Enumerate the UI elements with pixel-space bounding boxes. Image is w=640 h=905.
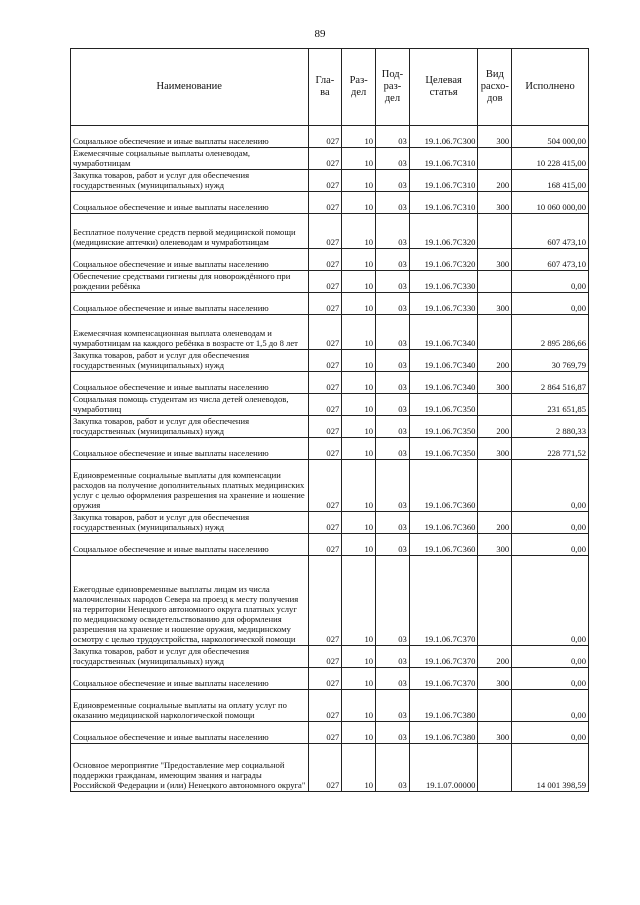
row-name: Социальное обеспечение и иные выплаты населению xyxy=(71,249,309,271)
row-vid-raskhodov: 300 xyxy=(478,126,512,148)
row-razdel: 10 xyxy=(342,646,376,668)
row-celevaya-statya: 19.1.06.7С340 xyxy=(409,350,478,372)
row-glava: 027 xyxy=(308,293,342,315)
row-celevaya-statya: 19.1.06.7С330 xyxy=(409,293,478,315)
row-vid-raskhodov xyxy=(478,744,512,792)
row-ispolneno: 2 880,33 xyxy=(512,416,589,438)
row-name: Обеспечение средствами гигиены для новорождённого при рождении ребёнка xyxy=(71,271,309,293)
row-glava: 027 xyxy=(308,350,342,372)
row-name: Единовременные социальные выплаты на оплату услуг по оказанию медицинской наркологической помощи xyxy=(71,690,309,722)
row-glava: 027 xyxy=(308,372,342,394)
row-name: Социальное обеспечение и иные выплаты населению xyxy=(71,126,309,148)
row-razdel: 10 xyxy=(342,192,376,214)
row-name: Ежемесячные социальные выплаты оленеводам, чумработницам xyxy=(71,148,309,170)
table-row xyxy=(71,438,589,460)
row-celevaya-statya: 19.1.06.7С300 xyxy=(409,126,478,148)
row-podrazdel: 03 xyxy=(376,460,410,512)
row-vid-raskhodov: 200 xyxy=(478,416,512,438)
row-razdel: 10 xyxy=(342,534,376,556)
row-celevaya-statya: 19.1.06.7С360 xyxy=(409,534,478,556)
row-glava: 027 xyxy=(308,512,342,534)
row-celevaya-statya: 19.1.06.7С350 xyxy=(409,394,478,416)
row-ispolneno: 0,00 xyxy=(512,556,589,646)
row-celevaya-statya: 19.1.06.7С320 xyxy=(409,214,478,249)
row-razdel: 10 xyxy=(342,668,376,690)
row-ispolneno: 10 228 415,00 xyxy=(512,148,589,170)
row-glava: 027 xyxy=(308,192,342,214)
row-celevaya-statya: 19.1.06.7С360 xyxy=(409,460,478,512)
row-name: Единовременные социальные выплаты для компенсации расходов на получение дополнительных платных медицинских услуг с целью оформления разрешения на хранение и ношение оружия xyxy=(71,460,309,512)
row-glava: 027 xyxy=(308,271,342,293)
row-ispolneno: 0,00 xyxy=(512,460,589,512)
row-glava: 027 xyxy=(308,690,342,722)
row-razdel: 10 xyxy=(342,249,376,271)
row-vid-raskhodov xyxy=(478,148,512,170)
table-row xyxy=(71,744,589,792)
header-glava: Гла- ва xyxy=(308,49,342,126)
row-ispolneno: 0,00 xyxy=(512,512,589,534)
row-razdel: 10 xyxy=(342,170,376,192)
row-name: Закупка товаров, работ и услуг для обеспечения государственных (муниципальных) нужд xyxy=(71,350,309,372)
row-name: Социальное обеспечение и иные выплаты населению xyxy=(71,372,309,394)
row-vid-raskhodov xyxy=(478,460,512,512)
row-podrazdel: 03 xyxy=(376,556,410,646)
row-ispolneno: 0,00 xyxy=(512,690,589,722)
row-razdel: 10 xyxy=(342,315,376,350)
row-glava: 027 xyxy=(308,315,342,350)
row-razdel: 10 xyxy=(342,744,376,792)
row-celevaya-statya: 19.1.06.7С350 xyxy=(409,438,478,460)
header-vid-raskhodov: Вид расхо- дов xyxy=(478,49,512,126)
row-podrazdel: 03 xyxy=(376,646,410,668)
row-vid-raskhodov: 200 xyxy=(478,350,512,372)
row-podrazdel: 03 xyxy=(376,214,410,249)
row-vid-raskhodov: 300 xyxy=(478,722,512,744)
row-podrazdel: 03 xyxy=(376,315,410,350)
row-vid-raskhodov xyxy=(478,315,512,350)
row-podrazdel: 03 xyxy=(376,690,410,722)
row-ispolneno: 504 000,00 xyxy=(512,126,589,148)
row-razdel: 10 xyxy=(342,214,376,249)
budget-table xyxy=(70,48,589,792)
row-razdel: 10 xyxy=(342,556,376,646)
table-row xyxy=(71,460,589,512)
row-vid-raskhodov: 200 xyxy=(478,512,512,534)
row-name: Бесплатное получение средств первой медицинской помощи (медицинские аптечки) оленеводам и чумработницам xyxy=(71,214,309,249)
row-glava: 027 xyxy=(308,249,342,271)
row-glava: 027 xyxy=(308,148,342,170)
row-glava: 027 xyxy=(308,722,342,744)
row-razdel: 10 xyxy=(342,394,376,416)
header-celevaya-statya: Целевая статья xyxy=(409,49,478,126)
page-number: 89 xyxy=(314,28,326,40)
table-row xyxy=(71,126,589,148)
table-row xyxy=(71,192,589,214)
row-celevaya-statya: 19.1.06.7С350 xyxy=(409,416,478,438)
table-row xyxy=(71,372,589,394)
row-podrazdel: 03 xyxy=(376,722,410,744)
row-ispolneno: 10 060 000,00 xyxy=(512,192,589,214)
row-ispolneno: 0,00 xyxy=(512,722,589,744)
row-name: Закупка товаров, работ и услуг для обеспечения государственных (муниципальных) нужд xyxy=(71,512,309,534)
row-ispolneno: 0,00 xyxy=(512,534,589,556)
row-name: Социальное обеспечение и иные выплаты населению xyxy=(71,668,309,690)
table-row xyxy=(71,416,589,438)
row-name: Социальное обеспечение и иные выплаты населению xyxy=(71,293,309,315)
row-vid-raskhodov: 300 xyxy=(478,293,512,315)
row-vid-raskhodov xyxy=(478,690,512,722)
row-ispolneno: 231 651,85 xyxy=(512,394,589,416)
row-razdel: 10 xyxy=(342,690,376,722)
row-glava: 027 xyxy=(308,646,342,668)
row-glava: 027 xyxy=(308,214,342,249)
row-vid-raskhodov xyxy=(478,394,512,416)
row-vid-raskhodov: 300 xyxy=(478,534,512,556)
header-name: Наименование xyxy=(71,49,309,126)
table-row xyxy=(71,271,589,293)
row-razdel: 10 xyxy=(342,722,376,744)
row-razdel: 10 xyxy=(342,416,376,438)
table-row xyxy=(71,170,589,192)
row-ispolneno: 2 864 516,87 xyxy=(512,372,589,394)
row-vid-raskhodov xyxy=(478,214,512,249)
row-podrazdel: 03 xyxy=(376,512,410,534)
row-ispolneno: 14 001 398,59 xyxy=(512,744,589,792)
row-glava: 027 xyxy=(308,534,342,556)
row-ispolneno: 0,00 xyxy=(512,271,589,293)
row-celevaya-statya: 19.1.06.7С310 xyxy=(409,192,478,214)
row-name: Социальное обеспечение и иные выплаты населению xyxy=(71,534,309,556)
table-row xyxy=(71,315,589,350)
row-vid-raskhodov xyxy=(478,556,512,646)
row-razdel: 10 xyxy=(342,372,376,394)
row-celevaya-statya: 19.1.06.7С370 xyxy=(409,646,478,668)
row-glava: 027 xyxy=(308,744,342,792)
row-vid-raskhodov: 300 xyxy=(478,438,512,460)
row-glava: 027 xyxy=(308,556,342,646)
row-podrazdel: 03 xyxy=(376,744,410,792)
row-celevaya-statya: 19.1.06.7С330 xyxy=(409,271,478,293)
row-celevaya-statya: 19.1.06.7С360 xyxy=(409,512,478,534)
row-celevaya-statya: 19.1.06.7С340 xyxy=(409,315,478,350)
row-celevaya-statya: 19.1.06.7С370 xyxy=(409,556,478,646)
row-podrazdel: 03 xyxy=(376,350,410,372)
row-glava: 027 xyxy=(308,394,342,416)
table-row xyxy=(71,394,589,416)
row-name: Закупка товаров, работ и услуг для обеспечения государственных (муниципальных) нужд xyxy=(71,646,309,668)
row-podrazdel: 03 xyxy=(376,416,410,438)
row-vid-raskhodov: 200 xyxy=(478,646,512,668)
row-razdel: 10 xyxy=(342,438,376,460)
row-ispolneno: 607 473,10 xyxy=(512,249,589,271)
row-razdel: 10 xyxy=(342,293,376,315)
row-name: Социальное обеспечение и иные выплаты населению xyxy=(71,722,309,744)
row-celevaya-statya: 19.1.06.7С340 xyxy=(409,372,478,394)
row-podrazdel: 03 xyxy=(376,372,410,394)
row-ispolneno: 0,00 xyxy=(512,668,589,690)
table-row xyxy=(71,646,589,668)
row-ispolneno: 30 769,79 xyxy=(512,350,589,372)
row-podrazdel: 03 xyxy=(376,438,410,460)
row-name: Закупка товаров, работ и услуг для обеспечения государственных (муниципальных) нужд xyxy=(71,416,309,438)
row-name: Социальное обеспечение и иные выплаты населению xyxy=(71,438,309,460)
row-ispolneno: 228 771,52 xyxy=(512,438,589,460)
table-row xyxy=(71,214,589,249)
row-vid-raskhodov: 300 xyxy=(478,372,512,394)
row-razdel: 10 xyxy=(342,271,376,293)
row-glava: 027 xyxy=(308,126,342,148)
row-vid-raskhodov xyxy=(478,271,512,293)
header-ispolneno: Исполнено xyxy=(512,49,589,126)
row-celevaya-statya: 19.1.06.7С310 xyxy=(409,148,478,170)
row-vid-raskhodov: 300 xyxy=(478,249,512,271)
row-ispolneno: 0,00 xyxy=(512,293,589,315)
table-header-row xyxy=(71,49,589,126)
row-celevaya-statya: 19.1.06.7С380 xyxy=(409,722,478,744)
row-celevaya-statya: 19.1.06.7С370 xyxy=(409,668,478,690)
row-vid-raskhodov: 300 xyxy=(478,192,512,214)
row-vid-raskhodov: 200 xyxy=(478,170,512,192)
row-podrazdel: 03 xyxy=(376,394,410,416)
table-row xyxy=(71,350,589,372)
row-celevaya-statya: 19.1.06.7С320 xyxy=(409,249,478,271)
row-celevaya-statya: 19.1.07.00000 xyxy=(409,744,478,792)
table-row xyxy=(71,293,589,315)
table-row xyxy=(71,534,589,556)
row-name: Основное мероприятие "Предоставление мер социальной поддержки гражданам, имеющим звания и награды Российской Федерации и (или) Ненецкого автономного округа" xyxy=(71,744,309,792)
row-glava: 027 xyxy=(308,416,342,438)
table-row xyxy=(71,690,589,722)
table-row xyxy=(71,249,589,271)
row-podrazdel: 03 xyxy=(376,192,410,214)
row-celevaya-statya: 19.1.06.7С310 xyxy=(409,170,478,192)
row-name: Социальное обеспечение и иные выплаты населению xyxy=(71,192,309,214)
row-glava: 027 xyxy=(308,170,342,192)
row-podrazdel: 03 xyxy=(376,668,410,690)
row-podrazdel: 03 xyxy=(376,293,410,315)
row-name: Закупка товаров, работ и услуг для обеспечения государственных (муниципальных) нужд xyxy=(71,170,309,192)
row-ispolneno: 0,00 xyxy=(512,646,589,668)
row-ispolneno: 607 473,10 xyxy=(512,214,589,249)
row-vid-raskhodov: 300 xyxy=(478,668,512,690)
header-razdel: Раз- дел xyxy=(342,49,376,126)
table-row xyxy=(71,722,589,744)
row-razdel: 10 xyxy=(342,126,376,148)
row-podrazdel: 03 xyxy=(376,148,410,170)
header-podrazdel: Под- раз- дел xyxy=(376,49,410,126)
row-glava: 027 xyxy=(308,668,342,690)
row-celevaya-statya: 19.1.06.7С380 xyxy=(409,690,478,722)
table-row xyxy=(71,556,589,646)
row-name: Ежегодные единовременные выплаты лицам из числа малочисленных народов Севера на проезд к месту получения на территории Ненецкого автономного округа платных услуг по медицинскому освидетельствованию для оформления разрешения на хранение и ношение оружия, медицинскому осмотру с целью трудоустройства, наркологической помощи xyxy=(71,556,309,646)
table-row xyxy=(71,668,589,690)
row-razdel: 10 xyxy=(342,350,376,372)
row-razdel: 10 xyxy=(342,148,376,170)
row-podrazdel: 03 xyxy=(376,534,410,556)
table-row xyxy=(71,512,589,534)
row-podrazdel: 03 xyxy=(376,126,410,148)
row-glava: 027 xyxy=(308,438,342,460)
row-glava: 027 xyxy=(308,460,342,512)
row-ispolneno: 168 415,00 xyxy=(512,170,589,192)
row-razdel: 10 xyxy=(342,512,376,534)
row-name: Социальная помощь студентам из числа детей оленеводов, чумработниц xyxy=(71,394,309,416)
table-row xyxy=(71,148,589,170)
row-ispolneno: 2 895 286,66 xyxy=(512,315,589,350)
row-podrazdel: 03 xyxy=(376,170,410,192)
row-name: Ежемесячная компенсационная выплата оленеводам и чумработницам на каждого ребёнка в возрасте от 1,5 до 8 лет xyxy=(71,315,309,350)
row-podrazdel: 03 xyxy=(376,249,410,271)
row-razdel: 10 xyxy=(342,460,376,512)
row-podrazdel: 03 xyxy=(376,271,410,293)
